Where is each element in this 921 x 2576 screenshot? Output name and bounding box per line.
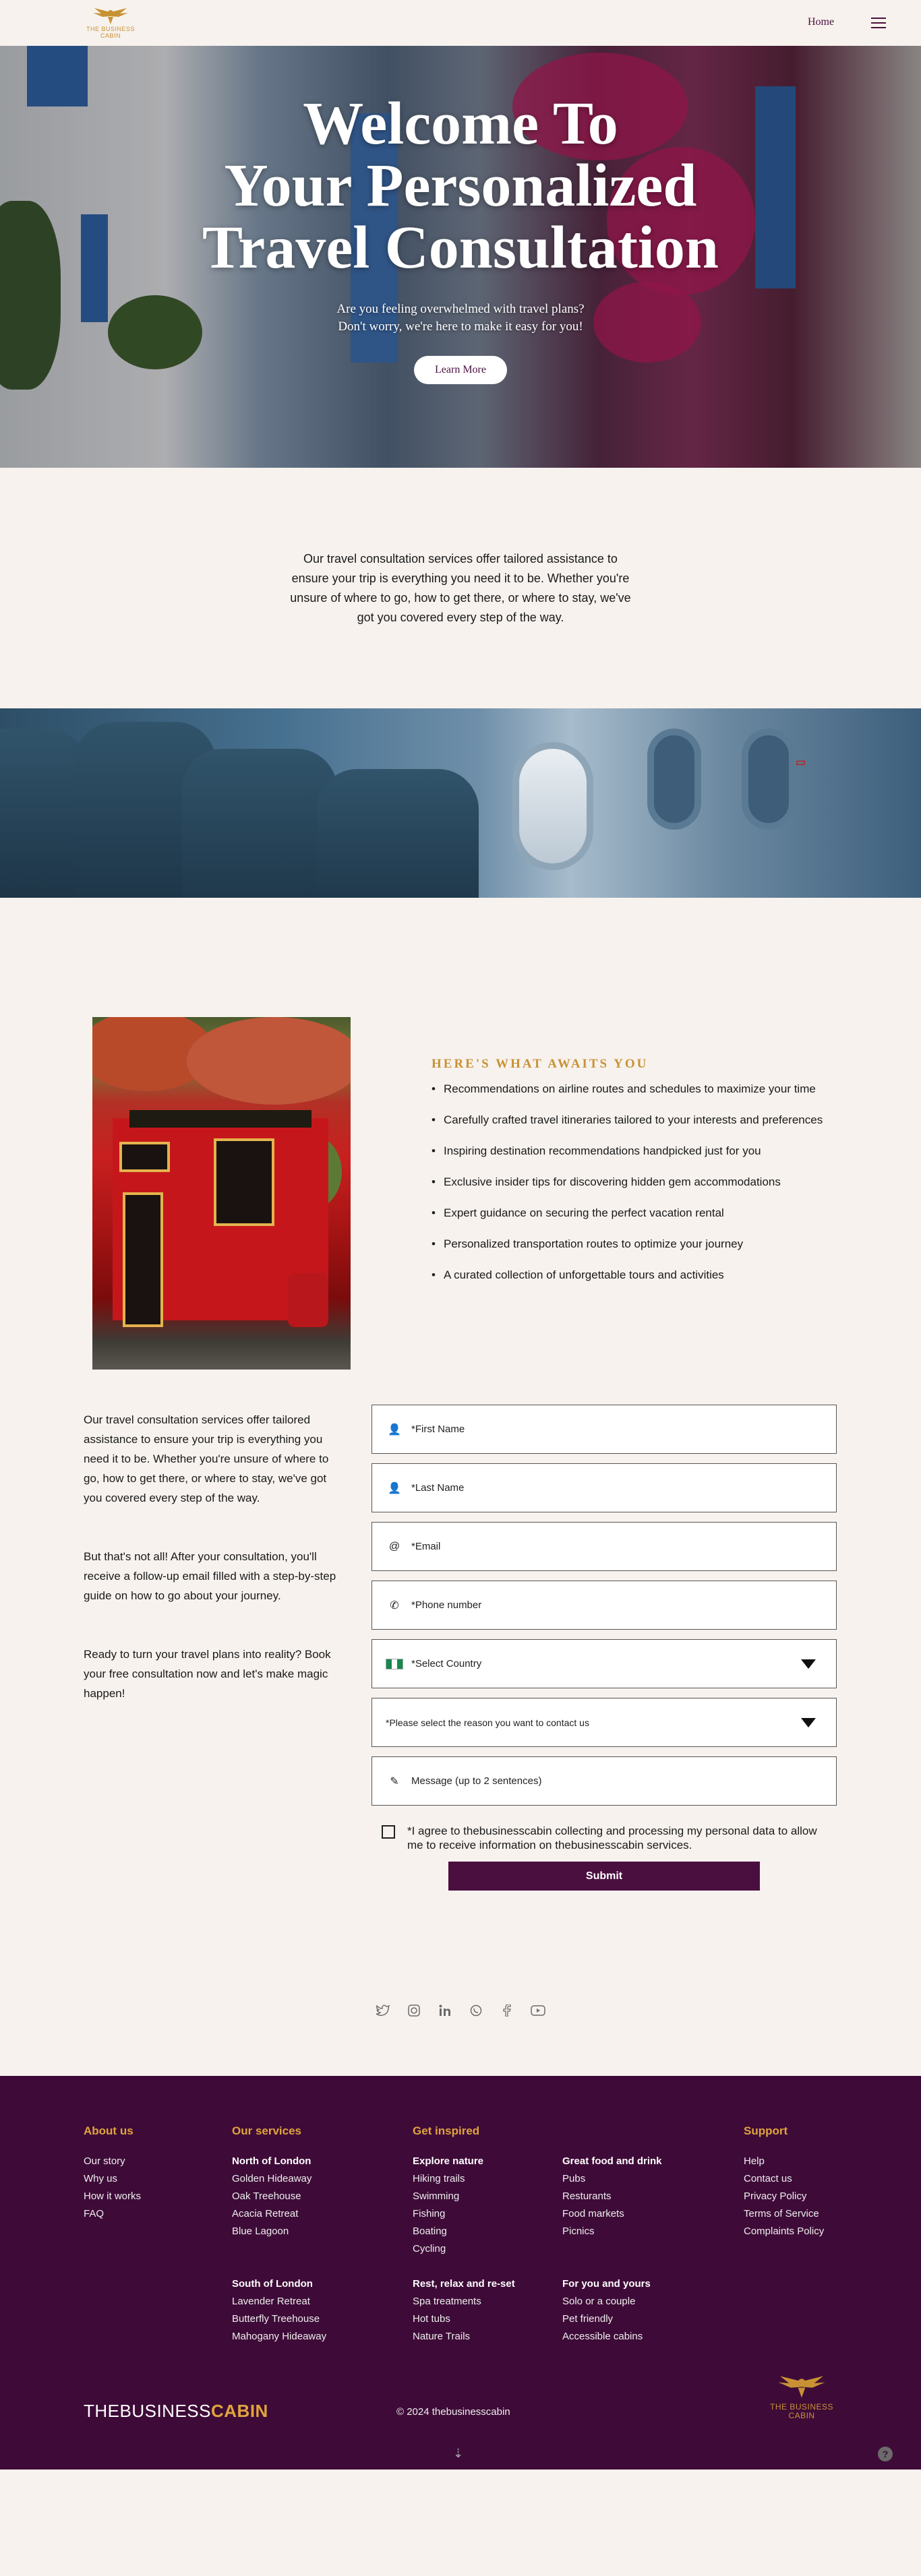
list-item: • Exclusive insider tips for discovering hidden gem accommodations — [432, 1174, 836, 1190]
footer-link[interactable]: Pubs — [562, 2173, 586, 2184]
footer-subheading: North of London — [232, 2155, 311, 2167]
footer-heading: Support — [744, 2124, 788, 2137]
footer-heading: Our services — [232, 2124, 302, 2137]
footer-link[interactable]: Contact us — [744, 2173, 792, 2184]
hero-subtitle — [0, 301, 921, 336]
footer-link[interactable]: Cycling — [413, 2243, 446, 2255]
hero-subtitle-line: Don't worry, we're here to make it easy for you! — [338, 319, 583, 334]
country-placeholder: *Select Country — [411, 1658, 482, 1669]
footer-link[interactable]: Help — [744, 2155, 765, 2167]
last-name-placeholder: *Last Name — [411, 1482, 465, 1494]
consultation-paragraph: Ready to turn your travel plans into reality? Book your free consultation now and let's make magic happen! — [84, 1648, 331, 1700]
brand-part: CABIN — [211, 2401, 268, 2421]
footer-link[interactable]: Pet friendly — [562, 2313, 614, 2325]
pub-window — [214, 1138, 274, 1226]
airplane-cabin-image — [0, 708, 921, 898]
barrel — [288, 1273, 328, 1327]
hero-title — [0, 90, 921, 281]
footer-link[interactable]: Food markets — [562, 2208, 624, 2219]
help-icon[interactable]: ? — [878, 2447, 893, 2461]
footer-about-column — [84, 2124, 141, 2223]
footer-support-column — [744, 2124, 824, 2240]
hero-title-line: Welcome To — [303, 90, 618, 157]
pub-window — [119, 1142, 170, 1172]
email-placeholder: *Email — [411, 1541, 441, 1552]
person-icon: 👤 — [388, 1482, 401, 1494]
hero-content — [0, 90, 921, 384]
reason-select[interactable] — [372, 1698, 837, 1747]
footer-link[interactable]: Accessible cabins — [562, 2331, 643, 2342]
airplane-seat — [317, 769, 479, 898]
first-name-field[interactable] — [372, 1405, 837, 1454]
submit-button[interactable]: Submit — [448, 1862, 760, 1891]
intro-section — [0, 468, 921, 708]
awaits-section — [0, 898, 921, 1405]
phone-icon: ✆ — [390, 1599, 399, 1612]
footer-heading: Get inspired — [413, 2124, 480, 2137]
pencil-icon: ✎ — [390, 1775, 399, 1787]
footer-link[interactable]: Blue Lagoon — [232, 2226, 289, 2237]
footer-link[interactable]: Golden Hideaway — [232, 2173, 312, 2184]
consultation-paragraph: But that's not all! After your consultation, you'll receive a follow-up email filled with a step-by-step guide on how to go about your journey. — [84, 1550, 336, 1602]
logo-text: THE BUSINESS CABIN — [769, 2402, 834, 2420]
exit-sign-graphic: ▭ — [796, 757, 806, 768]
footer-heading: About us — [84, 2124, 133, 2137]
footer-subheading: Great food and drink — [562, 2155, 662, 2167]
footer-link[interactable]: Solo or a couple — [562, 2296, 636, 2307]
footer-link[interactable]: Nature Trails — [413, 2331, 471, 2342]
footer-link[interactable]: Oak Treehouse — [232, 2190, 301, 2202]
list-item: • Inspiring destination recommendations handpicked just for you — [432, 1143, 836, 1159]
footer-link[interactable]: Our story — [84, 2155, 125, 2167]
first-name-placeholder: *First Name — [411, 1423, 465, 1435]
consultation-text — [84, 1410, 340, 1742]
site-logo[interactable] — [84, 5, 138, 40]
footer-link[interactable]: Why us — [84, 2173, 118, 2184]
nav-home-link[interactable]: Home — [808, 16, 835, 28]
footer-link[interactable]: Boating — [413, 2226, 447, 2237]
hamburger-menu-icon[interactable] — [871, 18, 886, 28]
eagle-logo-icon — [92, 5, 129, 26]
nigeria-flag-icon — [386, 1659, 403, 1669]
consent-text: *I agree to thebusinesscabin collecting and processing my personal data to allow me to receive information on thebusinesscabin services. — [407, 1824, 817, 1851]
airplane-seat — [182, 749, 337, 898]
list-item: • Recommendations on airline routes and schedules to maximize your time — [432, 1081, 836, 1097]
copyright-text: © 2024 thebusinesscabin — [396, 2406, 510, 2418]
dropdown-arrow-icon — [801, 1718, 816, 1727]
list-item: • Expert guidance on securing the perfect vacation rental — [432, 1205, 836, 1221]
instagram-icon[interactable] — [404, 2000, 424, 2021]
learn-more-button[interactable]: Learn More — [414, 356, 507, 384]
email-field[interactable] — [372, 1522, 837, 1571]
last-name-field[interactable] — [372, 1463, 837, 1512]
emergency-exit-handle — [647, 729, 701, 830]
pub-door — [123, 1192, 163, 1327]
temple-bar-pub-image — [92, 1017, 351, 1370]
footer-link[interactable]: Spa treatments — [413, 2296, 481, 2307]
footer-link[interactable]: Swimming — [413, 2190, 460, 2202]
airplane-window — [512, 742, 593, 870]
youtube-icon[interactable] — [528, 2000, 548, 2021]
awaits-list-block — [432, 1057, 836, 1298]
message-field[interactable] — [372, 1756, 837, 1806]
phone-field[interactable] — [372, 1581, 837, 1630]
dropdown-arrow-icon — [801, 1659, 816, 1669]
emergency-exit-handle — [742, 729, 796, 830]
footer-link[interactable]: Lavender Retreat — [232, 2296, 310, 2307]
at-sign-icon: @ — [388, 1540, 400, 1552]
consultation-paragraph: Our travel consultation services offer tailored assistance to ensure your trip is everything you need it to be. Whether you're unsure of where to go, how to get there, or where to stay, we've got you covered every step of the way. — [84, 1413, 329, 1504]
awaits-list — [432, 1081, 836, 1283]
footer-inspired-column — [413, 2124, 515, 2345]
eagle-logo-icon — [776, 2372, 827, 2399]
footer-link[interactable]: Fishing — [413, 2208, 446, 2219]
person-icon: 👤 — [388, 1423, 401, 1436]
hero-subtitle-line: Are you feeling overwhelmed with travel plans? — [336, 302, 585, 316]
footer-link[interactable]: Hiking trails — [413, 2173, 465, 2184]
footer-link[interactable]: Resturants — [562, 2190, 612, 2202]
footer-link[interactable]: Privacy Policy — [744, 2190, 807, 2202]
list-item: • Personalized transportation routes to optimize your journey — [432, 1236, 836, 1252]
consent-checkbox[interactable] — [382, 1825, 395, 1839]
linkedin-icon[interactable] — [435, 2000, 455, 2021]
twitter-icon[interactable] — [373, 2000, 393, 2021]
message-placeholder: Message (up to 2 sentences) — [411, 1775, 542, 1787]
footer-subheading: South of London — [232, 2278, 313, 2290]
footer-link[interactable]: Butterfly Treehouse — [232, 2313, 320, 2325]
footer-link[interactable]: Picnics — [562, 2226, 595, 2237]
site-footer — [0, 2076, 921, 2470]
list-item: • A curated collection of unforgettable tours and activities — [432, 1267, 836, 1283]
country-select[interactable] — [372, 1639, 837, 1688]
facebook-icon[interactable] — [497, 2000, 517, 2021]
footer-logo — [765, 2372, 839, 2420]
brand-part: THEBUSINESS — [84, 2401, 211, 2421]
list-item: • Carefully crafted travel itineraries tailored to your interests and preferences — [432, 1112, 836, 1128]
footer-link[interactable]: Acacia Retreat — [232, 2208, 299, 2219]
phone-placeholder: *Phone number — [411, 1599, 482, 1611]
footer-link[interactable]: Terms of Service — [744, 2208, 819, 2219]
whatsapp-icon[interactable] — [466, 2000, 486, 2021]
pub-sign-graphic — [129, 1110, 311, 1128]
social-links — [0, 1994, 921, 2076]
site-header — [0, 0, 921, 46]
footer-subheading: Rest, relax and re-set — [413, 2278, 515, 2290]
consultation-section — [0, 1405, 921, 1994]
reason-placeholder: *Please select the reason you want to contact us — [386, 1717, 589, 1728]
footer-brand-wordmark — [84, 2401, 268, 2422]
footer-services-column — [232, 2124, 326, 2345]
hero-title-line: Your Personalized — [224, 152, 697, 219]
footer-subheading: Explore nature — [413, 2155, 484, 2167]
consultation-form — [372, 1405, 837, 1891]
consent-row — [372, 1824, 837, 1852]
footer-link[interactable]: FAQ — [84, 2208, 105, 2219]
footer-link[interactable]: How it works — [84, 2190, 142, 2202]
hero-title-line: Travel Consultation — [202, 214, 719, 281]
scroll-indicator-icon: ⇣ — [453, 2447, 464, 2460]
awaits-heading: HERE'S WHAT AWAITS YOU — [432, 1057, 649, 1071]
hero-banner — [0, 46, 921, 468]
flower-basket — [187, 1017, 351, 1105]
logo-text: THE BUSINESS CABIN — [86, 26, 135, 39]
footer-link[interactable]: Mahogany Hideaway — [232, 2331, 327, 2342]
footer-link[interactable]: Hot tubs — [413, 2313, 450, 2325]
footer-link[interactable]: Complaints Policy — [744, 2226, 825, 2237]
footer-subheading: For you and yours — [562, 2278, 651, 2290]
intro-text: Our travel consultation services offer tailored assistance to ensure your trip is everything you need it to be. Whether you're unsure of where to go, how to get there, or where to stay, we've got you covered every step of the way. — [290, 551, 631, 624]
footer-food-column — [562, 2153, 662, 2345]
